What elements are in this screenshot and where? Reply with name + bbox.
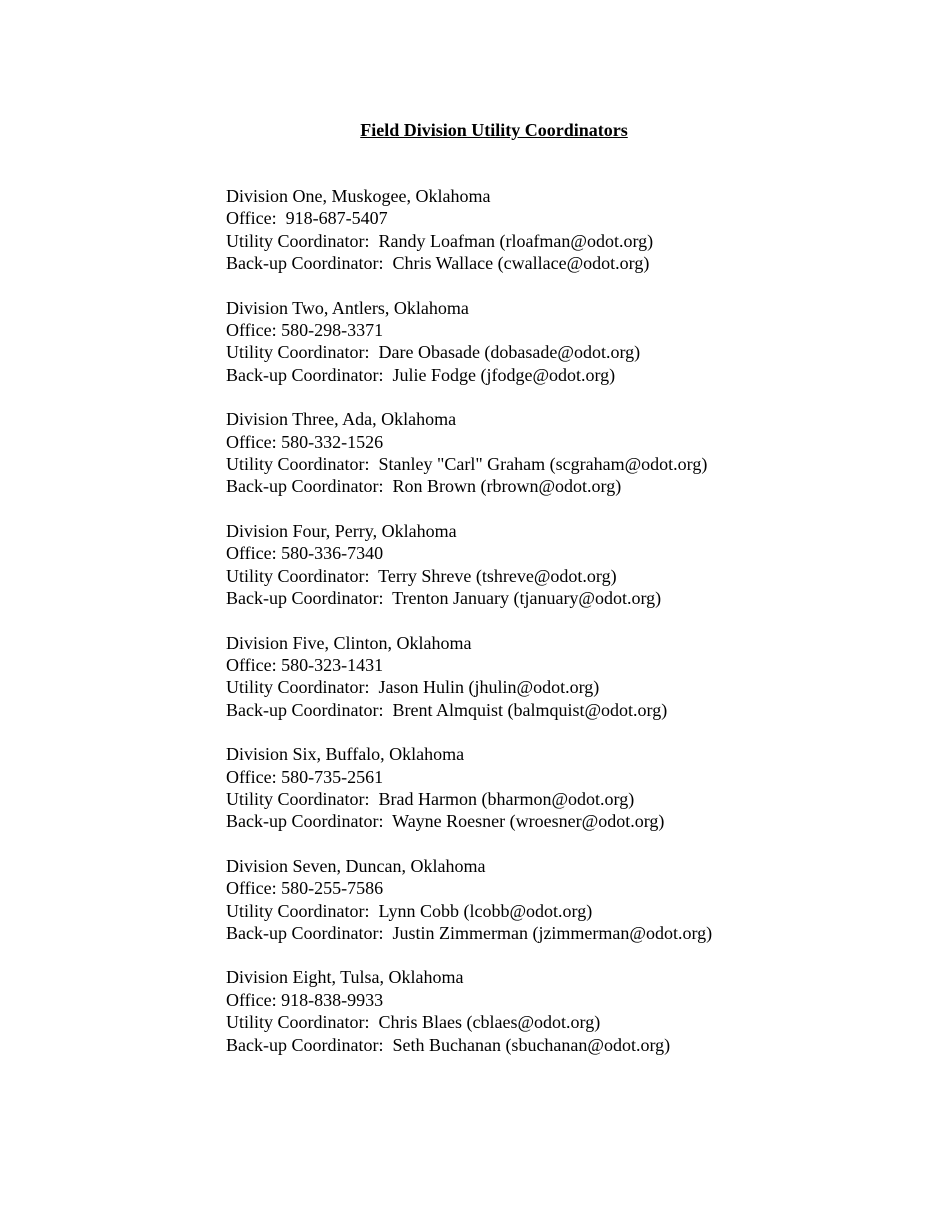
division-block xyxy=(226,520,926,610)
page-title: Field Division Utility Coordinators xyxy=(360,120,628,140)
division-utility-coordinator: Utility Coordinator: Terry Shreve (tshreve@odot.org) xyxy=(226,565,617,586)
division-heading: Division Seven, Duncan, Oklahoma xyxy=(226,855,486,876)
division-backup-coordinator: Back-up Coordinator: Trenton January (tjanuary@odot.org) xyxy=(226,588,662,609)
division-backup-coordinator: Back-up Coordinator: Wayne Roesner (wroesner@odot.org) xyxy=(226,811,665,832)
division-office-phone: Office: 918-838-9933 xyxy=(226,989,384,1010)
division-block xyxy=(226,855,926,945)
division-heading: Division Eight, Tulsa, Oklahoma xyxy=(226,967,464,988)
division-backup-coordinator: Back-up Coordinator: Ron Brown (rbrown@odot.org) xyxy=(226,476,622,497)
division-utility-coordinator: Utility Coordinator: Dare Obasade (dobasade@odot.org) xyxy=(226,342,641,363)
division-office-phone: Office: 580-323-1431 xyxy=(226,654,384,675)
division-office-phone: Office: 580-332-1526 xyxy=(226,431,384,452)
division-backup-coordinator: Back-up Coordinator: Chris Wallace (cwallace@odot.org) xyxy=(226,253,650,274)
division-block xyxy=(226,185,926,275)
division-backup-coordinator: Back-up Coordinator: Julie Fodge (jfodge@odot.org) xyxy=(226,364,616,385)
division-heading: Division Five, Clinton, Oklahoma xyxy=(226,632,472,653)
division-backup-coordinator: Back-up Coordinator: Justin Zimmerman (jzimmerman@odot.org) xyxy=(226,922,713,943)
division-backup-coordinator: Back-up Coordinator: Seth Buchanan (sbuchanan@odot.org) xyxy=(226,1034,671,1055)
division-block xyxy=(226,966,926,1056)
division-block xyxy=(226,408,926,498)
division-utility-coordinator: Utility Coordinator: Jason Hulin (jhulin@odot.org) xyxy=(226,677,600,698)
division-utility-coordinator: Utility Coordinator: Chris Blaes (cblaes@odot.org) xyxy=(226,1012,601,1033)
division-block xyxy=(226,297,926,387)
division-utility-coordinator: Utility Coordinator: Brad Harmon (bharmon@odot.org) xyxy=(226,788,635,809)
division-office-phone: Office: 580-735-2561 xyxy=(226,766,384,787)
division-heading: Division Four, Perry, Oklahoma xyxy=(226,520,457,541)
division-backup-coordinator: Back-up Coordinator: Brent Almquist (balmquist@odot.org) xyxy=(226,699,668,720)
division-office-phone: Office: 580-336-7340 xyxy=(226,543,384,564)
division-office-phone: Office: 580-298-3371 xyxy=(226,320,384,341)
division-list xyxy=(226,185,926,1078)
division-utility-coordinator: Utility Coordinator: Randy Loafman (rloafman@odot.org) xyxy=(226,230,654,251)
division-heading: Division Three, Ada, Oklahoma xyxy=(226,409,457,430)
division-utility-coordinator: Utility Coordinator: Stanley "Carl" Graham (scgraham@odot.org) xyxy=(226,454,708,475)
division-heading: Division Six, Buffalo, Oklahoma xyxy=(226,744,465,765)
division-office-phone: Office: 918-687-5407 xyxy=(226,208,388,229)
division-utility-coordinator: Utility Coordinator: Lynn Cobb (lcobb@odot.org) xyxy=(226,900,593,921)
division-heading: Division Two, Antlers, Oklahoma xyxy=(226,297,469,318)
division-heading: Division One, Muskogee, Oklahoma xyxy=(226,186,491,206)
division-block xyxy=(226,632,926,722)
division-block xyxy=(226,743,926,833)
division-office-phone: Office: 580-255-7586 xyxy=(226,878,384,899)
